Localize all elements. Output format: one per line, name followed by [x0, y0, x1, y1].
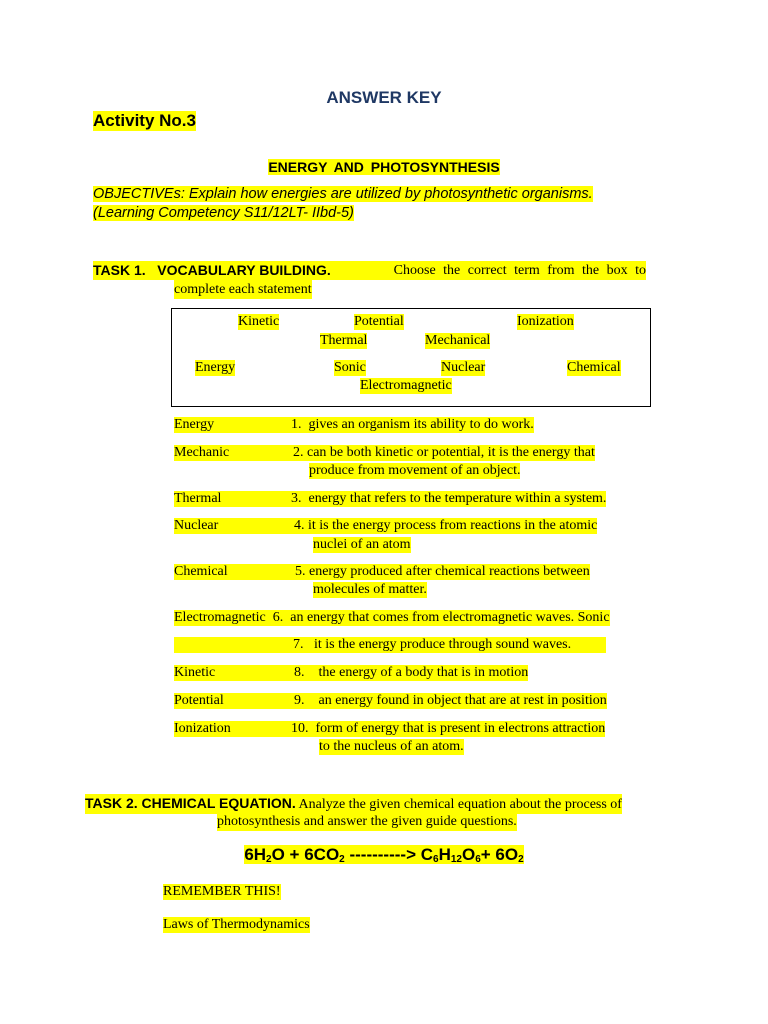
- term-kinetic: Kinetic: [238, 314, 280, 329]
- item-answer: Potential: [174, 693, 224, 708]
- item-text: an energy that comes from electromagnetic waves. Sonic: [290, 610, 610, 625]
- task2-instruction: Analyze the given chemical equation about the process of: [298, 797, 622, 812]
- term-nuclear: Nuclear: [441, 360, 486, 375]
- item-text: can be both kinetic or potential, it is the energy that: [307, 445, 595, 460]
- item-answer: Ionization: [174, 721, 231, 736]
- item-answer: Nuclear: [174, 518, 219, 533]
- item-text: gives an organism its ability to do work.: [308, 417, 534, 432]
- item-answer: Thermal: [174, 491, 222, 506]
- task1-instruction: Choose the correct term from the box to: [393, 263, 646, 278]
- item-answer: Chemical: [174, 564, 228, 579]
- equation-text: $6H_2O + 6CO_2$ ----------> $C_6H_{12}O_6+ 6O_2$: [244, 845, 524, 865]
- item-text: an energy found in object that are at rest in position: [318, 693, 607, 708]
- item-number: 4.: [294, 518, 305, 533]
- list-item: [174, 491, 606, 507]
- item-text: it is the energy process from reactions in the atomic: [308, 518, 598, 533]
- page-title: [0, 159, 768, 175]
- word-box: [171, 308, 651, 407]
- term-energy: Energy: [195, 360, 236, 375]
- objectives-line-1: OBJECTIVEs: Explain how energies are utilized by photosynthetic organisms.: [93, 186, 593, 202]
- list-item: [174, 564, 590, 580]
- list-item: [174, 518, 597, 534]
- list-item: [174, 637, 606, 653]
- item-text-cont: nuclei of an atom: [313, 537, 411, 552]
- task2-heading: [85, 794, 622, 814]
- list-item: [174, 610, 610, 626]
- item-number: 1.: [291, 417, 302, 432]
- item-number: 3.: [291, 491, 302, 506]
- item-answer: Kinetic: [174, 665, 216, 680]
- item-number: 10.: [291, 721, 309, 736]
- objectives-line-2: (Learning Competency S11/12LT- IIbd-5): [93, 205, 354, 221]
- item-number: 7.: [293, 637, 304, 652]
- term-mechanical: Mechanical: [425, 333, 491, 348]
- term-ionization: Ionization: [517, 314, 574, 329]
- item-text: it is the energy produce through sound waves.: [314, 637, 572, 652]
- title-text: ENERGY AND PHOTOSYNTHESIS: [268, 159, 500, 175]
- list-item: [174, 721, 605, 737]
- activity-title: Activity No.3: [93, 111, 196, 130]
- chemical-equation: [0, 845, 768, 865]
- term-thermal: Thermal: [320, 333, 368, 348]
- item-number: 5.: [295, 564, 306, 579]
- list-item: [174, 417, 534, 433]
- item-text: the energy of a body that is in motion: [318, 665, 529, 680]
- item-answer: Energy: [174, 417, 215, 432]
- item-text-cont: produce from movement of an object.: [309, 463, 521, 478]
- list-item: [174, 693, 607, 709]
- task1-label: TASK 1. VOCABULARY BUILDING.: [93, 262, 331, 278]
- laws-of-thermodynamics: Laws of Thermodynamics: [163, 917, 310, 932]
- item-text-cont: to the nucleus of an atom.: [319, 739, 464, 754]
- item-text-cont: molecules of matter.: [313, 582, 427, 597]
- term-chemical: Chemical: [567, 360, 621, 375]
- term-electromagnetic: Electromagnetic: [360, 378, 452, 393]
- remember-this: REMEMBER THIS!: [163, 884, 281, 899]
- task2-instruction-cont: photosynthesis and answer the given guide questions.: [217, 814, 517, 829]
- item-number: 8.: [294, 665, 305, 680]
- item-number: 2.: [293, 445, 304, 460]
- task1-heading: [93, 261, 646, 280]
- item-answer: Mechanic: [174, 445, 230, 460]
- task2-label: TASK 2. CHEMICAL EQUATION.: [85, 795, 296, 811]
- list-item: [174, 445, 595, 461]
- item-number: 6.: [272, 610, 284, 625]
- term-sonic: Sonic: [334, 360, 366, 375]
- item-text: energy produced after chemical reactions between: [309, 564, 590, 579]
- item-text: form of energy that is present in electrons attraction: [315, 721, 606, 736]
- item-number: 9.: [294, 693, 305, 708]
- task1-instruction-cont: complete each statement: [174, 282, 312, 297]
- item-text: energy that refers to the temperature within a system.: [308, 491, 607, 506]
- item-answer: Electromagnetic: [174, 610, 266, 625]
- list-item: [174, 665, 528, 681]
- answer-key-heading: ANSWER KEY: [326, 88, 442, 107]
- term-potential: Potential: [354, 314, 404, 329]
